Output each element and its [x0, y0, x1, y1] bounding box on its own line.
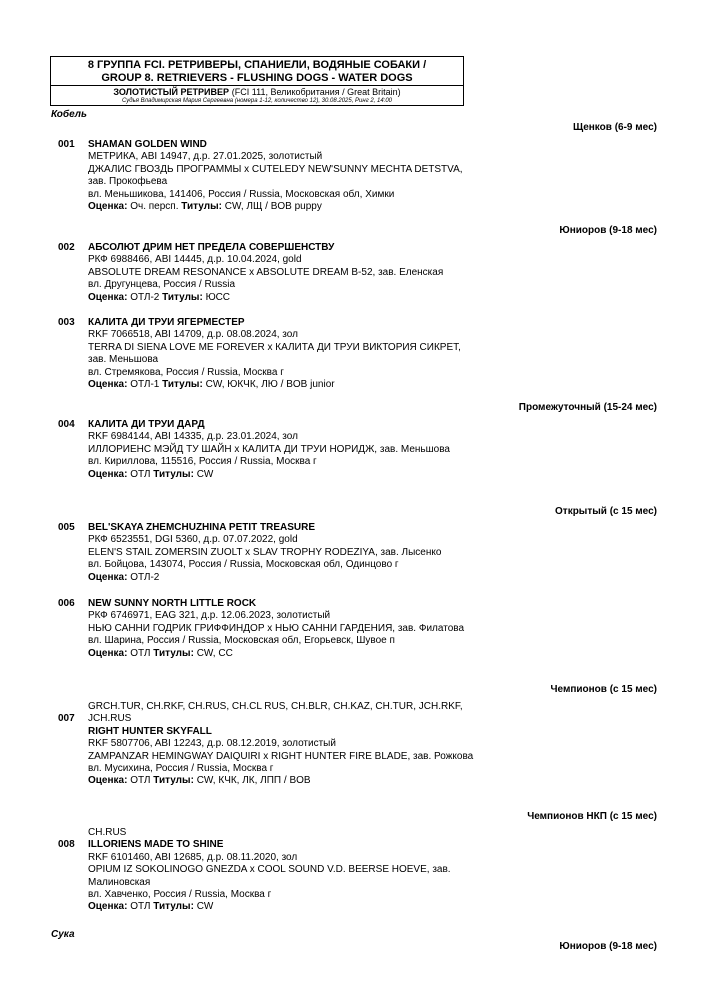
grade-value: ОТЛ: [130, 901, 151, 913]
owner: вл. Кириллова, 115516, Россия / Russia, Москва г: [88, 456, 317, 468]
pre-titles: GRCH.TUR, CH.RKF, CH.RUS, CH.CL RUS, CH.BLR, CH.KAZ, CH.TUR, JCH.RKF, JCH.RUS: [88, 701, 463, 725]
registration: РКФ 6523551, DGI 5360, д.р. 07.07.2022, gold: [88, 534, 298, 546]
group-title-ru: 8 ГРУППА FCI. РЕТРИВЕРЫ, СПАНИЕЛИ, ВОДЯНЫЕ СОБАКИ /: [87, 59, 427, 71]
sex-heading-female: Сука: [51, 929, 75, 940]
titles-value: ЮСС: [205, 291, 231, 303]
class-heading-open: Открытый (с 15 мес): [555, 506, 657, 517]
breed-name: ЗОЛОТИСТЫЙ РЕТРИВЕР: [113, 87, 230, 97]
entry-number: 006: [58, 598, 75, 609]
grade-value: ОТЛ: [130, 775, 151, 787]
parents-breeder: ИЛЛОРИЕНС МЭЙД ТУ ШАЙН x КАЛИТА ДИ ТРУИ НОРИДЖ, зав. Меньшова: [88, 443, 450, 455]
class-heading-junior-female: Юниоров (9-18 мес): [559, 941, 657, 952]
grade-label: Оценка:: [88, 201, 128, 213]
titles-value: CW, ЮКЧК, ЛЮ / BOB junior: [205, 379, 335, 391]
registration: РКФ 6988466, ABI 14445, д.р. 10.04.2024, gold: [88, 254, 302, 266]
entry-number: 003: [58, 317, 75, 328]
dog-name: ILLORIENS MADE TO SHINE: [88, 839, 224, 851]
registration: RKF 6984144, ABI 14335, д.р. 23.01.2024, зол: [88, 431, 298, 443]
grade-label: Оценка:: [88, 291, 128, 303]
registration: МЕТРИКА, ABI 14947, д.р. 27.01.2025, золотистый: [88, 151, 323, 163]
parents-breeder: ELEN'S STAIL ZOMERSIN ZUOLT x SLAV TROPHY RODEZIYA, зав. Лысенко: [88, 546, 442, 558]
grade-line: [88, 572, 478, 584]
registration: RKF 6101460, ABI 12685, д.р. 08.11.2020, зол: [88, 851, 298, 863]
breed-info: (FCI 111, Великобритания / Great Britain): [231, 87, 401, 97]
grade-line: [88, 775, 478, 787]
titles-label: Титулы:: [162, 291, 203, 303]
dog-name: КАЛИТА ДИ ТРУИ ЯГЕРМЕСТЕР: [88, 317, 245, 328]
titles-value: CW: [196, 901, 214, 913]
grade-label: Оценка:: [88, 775, 128, 787]
titles-label: Титулы:: [181, 201, 222, 213]
registration: РКФ 6746971, EAG 321, д.р. 12.06.2023, золотистый: [88, 610, 331, 622]
entry-number: 005: [58, 522, 75, 533]
titles-value: CW, CC: [196, 647, 233, 659]
owner: вл. Меньшикова, 141406, Россия / Russia, Московская обл, Химки: [88, 188, 395, 200]
grade-line: [88, 379, 478, 391]
dog-name: SHAMAN GOLDEN WIND: [88, 139, 207, 150]
grade-value: ОТЛ: [130, 468, 151, 480]
parents-breeder: ABSOLUTE DREAM RESONANCE x ABSOLUTE DREAM B-52, зав. Еленская: [88, 266, 444, 278]
registration: RKF 7066518, ABI 14709, д.р. 08.08.2024, зол: [88, 329, 298, 341]
titles-label: Титулы:: [162, 379, 203, 391]
entry-006: [58, 598, 478, 660]
catalog-header-box: [50, 56, 464, 106]
dog-name: АБСОЛЮТ ДРИМ НЕТ ПРЕДЕЛА СОВЕРШЕНСТВУ: [88, 242, 335, 253]
pre-titles: CH.RUS: [88, 827, 127, 838]
titles-value: CW: [196, 468, 214, 480]
dog-name: NEW SUNNY NORTH LITTLE ROCK: [88, 598, 257, 609]
owner: вл. Хавченко, Россия / Russia, Москва г: [88, 889, 272, 901]
owner: вл. Стремякова, Россия / Russia, Москва г: [88, 366, 284, 378]
entry-001: [58, 139, 478, 213]
entry-003: [58, 317, 478, 391]
parents-breeder: ДЖАЛИС ГВОЗДЬ ПРОГРАММЫ x CUTELEDY NEW'SUNNY MECHTA DETSTVA, зав. Прокофьева: [88, 163, 463, 188]
entry-number: 007: [58, 713, 75, 725]
grade-line: [88, 201, 478, 213]
titles-value: CW, КЧК, ЛК, ЛПП / BOB: [196, 775, 311, 787]
titles-value: CW, ЛЩ / BOB puppy: [224, 201, 322, 213]
grade-value: ОТЛ-2: [130, 291, 160, 303]
grade-line: [88, 901, 478, 913]
class-heading-junior: Юниоров (9-18 мес): [559, 225, 657, 236]
grade-label: Оценка:: [88, 379, 128, 391]
grade-label: Оценка:: [88, 647, 128, 659]
breed-block: [51, 86, 463, 105]
grade-label: Оценка:: [88, 468, 128, 480]
class-heading-puppy: Щенков (6-9 мес): [573, 122, 657, 133]
class-heading-champion: Чемпионов (с 15 мес): [550, 684, 657, 695]
entry-008: [58, 827, 478, 914]
dog-name: RIGHT HUNTER SKYFALL: [88, 725, 212, 737]
dog-name: BEL'SKAYA ZHEMCHUZHINA PETIT TREASURE: [88, 522, 316, 533]
registration: RKF 5807706, ABI 12243, д.р. 08.12.2019, золотистый: [88, 738, 336, 750]
entry-004: [58, 419, 478, 481]
parents-breeder: TERRA DI SIENA LOVE ME FOREVER x КАЛИТА ДИ ТРУИ ВИКТОРИЯ СИКРЕТ, зав. Меньшова: [88, 341, 461, 366]
entry-number: 004: [58, 419, 75, 430]
owner: вл. Шарина, Россия / Russia, Московская обл, Егорьевск, Шувое п: [88, 635, 395, 647]
owner: вл. Мусихина, Россия / Russia, Москва г: [88, 763, 274, 775]
entry-005: [58, 522, 478, 584]
group-title-en: GROUP 8. RETRIEVERS - FLUSHING DOGS - WATER DOGS: [101, 72, 413, 84]
titles-label: Титулы:: [153, 775, 194, 787]
parents-breeder: НЬЮ САННИ ГОДРИК ГРИФФИНДОР x НЬЮ САННИ ГАРДЕНИЯ, зав. Филатова: [88, 622, 465, 634]
grade-value: Оч. персп.: [130, 201, 179, 213]
sex-heading-male: Кобель: [51, 109, 87, 120]
grade-line: [88, 648, 478, 660]
titles-label: Титулы:: [153, 468, 194, 480]
entry-number: 008: [58, 839, 75, 851]
owner: вл. Другунцева, Россия / Russia: [88, 279, 236, 291]
grade-value: ОТЛ-2: [130, 571, 160, 583]
entry-002: [58, 242, 478, 304]
owner: вл. Бойцова, 143074, Россия / Russia, Московская обл, Одинцово г: [88, 559, 399, 571]
grade-label: Оценка:: [88, 571, 128, 583]
titles-label: Титулы:: [153, 647, 194, 659]
class-heading-champion-nkp: Чемпионов НКП (с 15 мес): [527, 811, 657, 822]
parents-breeder: OPIUM IZ SOKOLINOGO GNEZDA x COOL SOUND V.D. BEERSE HOEVE, зав. Малиновская: [88, 864, 451, 888]
entry-number: 001: [58, 139, 75, 150]
class-heading-intermediate: Промежуточный (15-24 мес): [518, 402, 657, 413]
titles-label: Титулы:: [153, 901, 194, 913]
grade-value: ОТЛ-1: [130, 379, 160, 391]
group-title-block: [51, 57, 463, 86]
grade-label: Оценка:: [88, 901, 128, 913]
grade-value: ОТЛ: [130, 647, 151, 659]
entry-number: 002: [58, 242, 75, 253]
parents-breeder: ZAMPANZAR HEMINGWAY DAIQUIRI x RIGHT HUNTER FIRE BLADE, зав. Рожкова: [88, 750, 474, 762]
judge-line: Судья Владимирская Мария Сергеевна (номера 1-12, количество 12), 30.08.2025, Ринг 2, 14:00: [122, 98, 392, 104]
grade-line: [88, 292, 478, 304]
dog-name: КАЛИТА ДИ ТРУИ ДАРД: [88, 419, 205, 430]
grade-line: [88, 469, 478, 481]
entry-007: [58, 701, 478, 788]
